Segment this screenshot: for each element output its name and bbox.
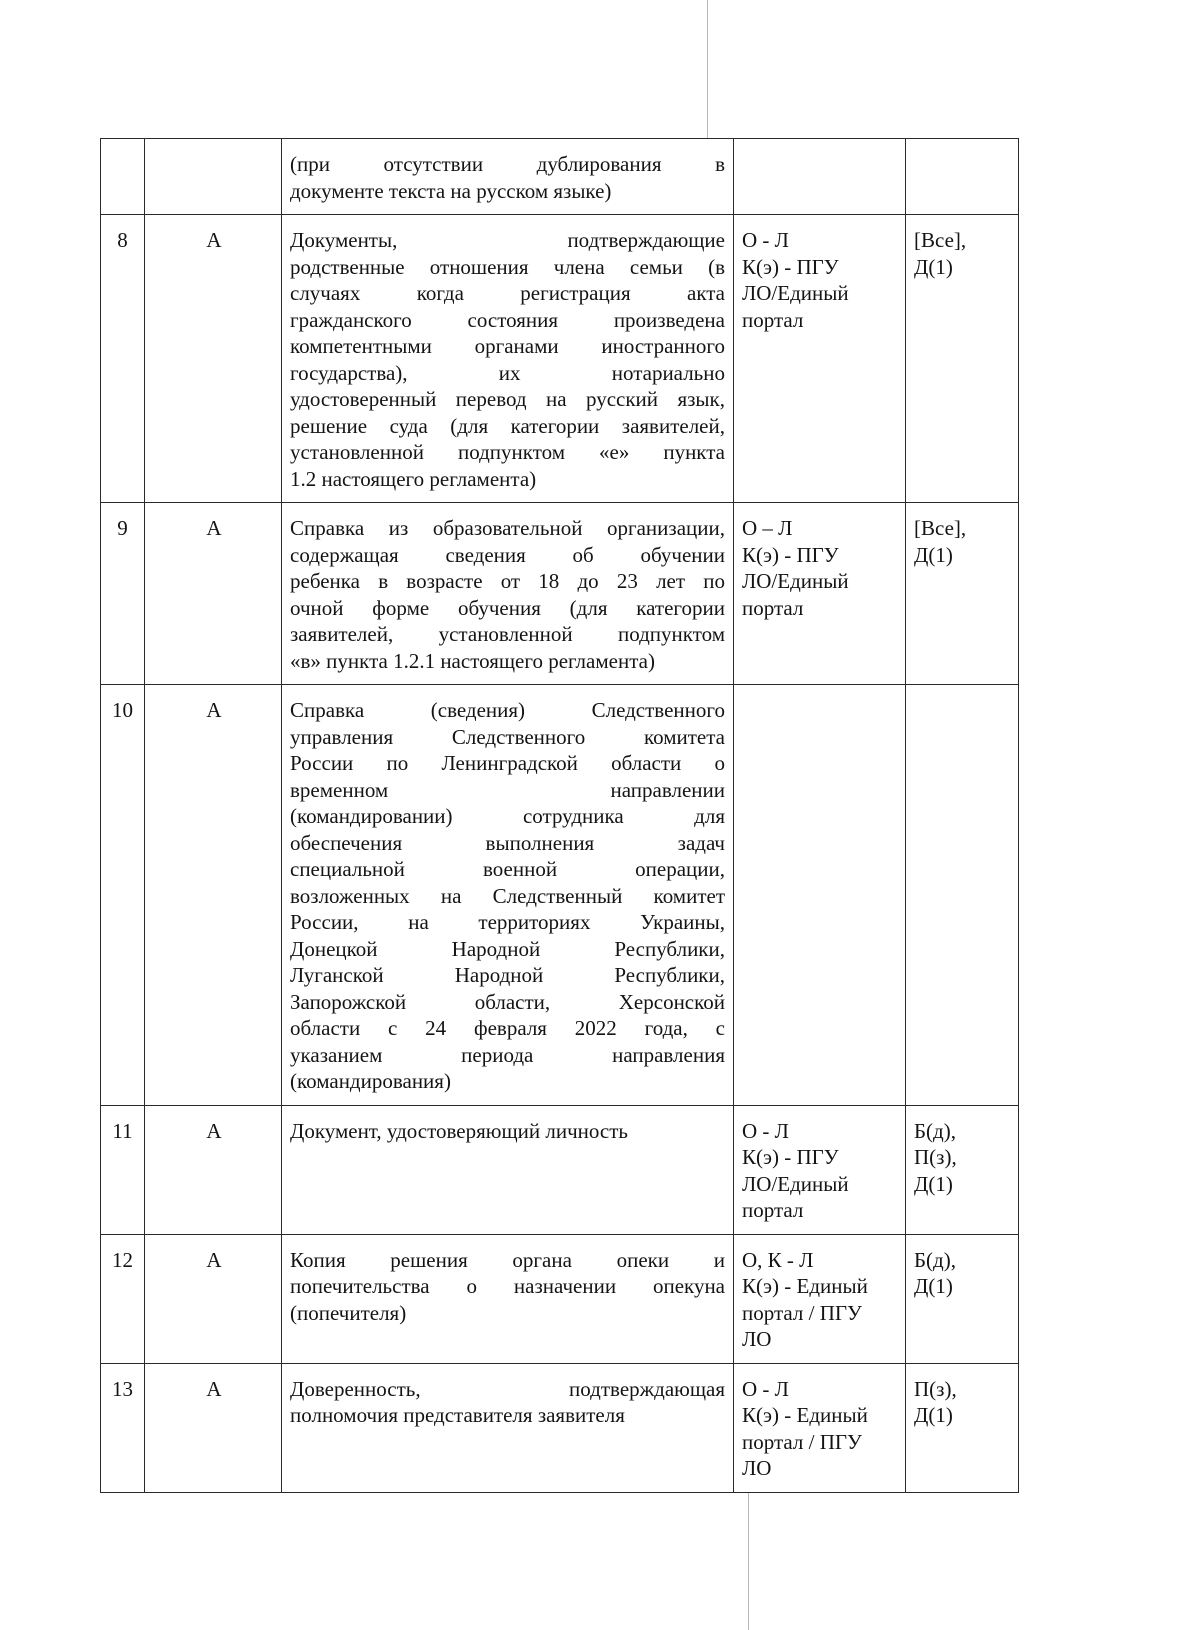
- description-line: (командировании) сотрудника для: [290, 804, 725, 828]
- table-row: [101, 215, 1019, 503]
- method-line: ЛО: [742, 1327, 772, 1351]
- code-line: П(з),: [914, 1145, 957, 1169]
- method-line: К(э) - ПГУ: [742, 1145, 839, 1169]
- method-line: О - Л: [742, 1376, 789, 1401]
- description-line: Справка (сведения) Следственного: [290, 698, 725, 722]
- method-line: портал / ПГУ: [742, 1300, 862, 1325]
- row-number: 11: [101, 1105, 145, 1234]
- table-row: [101, 1363, 1019, 1492]
- method-line: К(э) - ПГУ: [742, 254, 839, 279]
- row-number: 10: [101, 685, 145, 1106]
- method-line: ЛО/Единый: [742, 1171, 849, 1196]
- description-line: (при отсутствии дублирования в: [290, 152, 725, 176]
- code-line: Д(1): [914, 1171, 953, 1196]
- submission-method: [734, 1105, 906, 1234]
- description-line: возложенных на Следственный комитет: [290, 883, 725, 908]
- description-line: Документы, подтверждающие: [290, 228, 725, 252]
- description-line: очной форме обучения (для категории: [290, 595, 725, 620]
- documents-table: [100, 138, 1019, 1493]
- description-line: полномочия представителя заявителя: [290, 1403, 625, 1427]
- description-line: области с 24 февраля 2022 года, с: [290, 1016, 725, 1040]
- code-line: Д(1): [914, 1274, 953, 1298]
- description-line: специальной военной операции,: [290, 857, 725, 881]
- description-line: Копия решения органа опеки и: [290, 1247, 725, 1272]
- document-code: [906, 503, 1019, 685]
- method-line: портал / ПГУ: [742, 1429, 862, 1454]
- description-line: случаях когда регистрация акта: [290, 281, 725, 305]
- description-line: России, на территориях Украины,: [290, 910, 725, 934]
- description-line: Документ, удостоверяющий личность: [290, 1118, 628, 1143]
- description-line: Луганской Народной Республики,: [290, 963, 725, 987]
- row-category: А: [145, 503, 282, 685]
- row-number: 12: [101, 1234, 145, 1363]
- description-line: Справка из образовательной организации,: [290, 516, 725, 540]
- description-line: содержащая сведения об обучении: [290, 542, 725, 567]
- document-code: [906, 139, 1019, 215]
- description-line: (попечителя): [290, 1300, 407, 1325]
- submission-method: [734, 139, 906, 215]
- scan-artifact-line: [748, 1492, 749, 1630]
- document-description: [282, 139, 734, 215]
- method-line: ЛО/Единый: [742, 281, 849, 305]
- submission-method: [734, 1363, 906, 1492]
- method-line: К(э) - Единый: [742, 1403, 868, 1427]
- row-category: А: [145, 685, 282, 1106]
- description-line: компетентными органами иностранного: [290, 334, 725, 358]
- description-line: удостоверенный перевод на русский язык,: [290, 387, 725, 411]
- row-category: А: [145, 1234, 282, 1363]
- scan-artifact-line: [707, 0, 708, 138]
- document-description: [282, 1105, 734, 1234]
- method-line: ЛО/Единый: [742, 569, 849, 593]
- table-row: [101, 685, 1019, 1106]
- row-number: [101, 139, 145, 215]
- description-line: родственные отношения члена семьи (в: [290, 254, 725, 279]
- description-line: ребенка в возрасте от 18 до 23 лет по: [290, 569, 725, 593]
- description-line: (командирования): [290, 1069, 451, 1093]
- code-line: Д(1): [914, 542, 953, 567]
- description-line: обеспечения выполнения задач: [290, 830, 725, 855]
- row-category: А: [145, 1105, 282, 1234]
- method-line: О – Л: [742, 516, 793, 540]
- document-code: [906, 215, 1019, 503]
- description-line: попечительства о назначении опекуна: [290, 1274, 725, 1298]
- method-line: О - Л: [742, 1118, 789, 1143]
- row-number: 8: [101, 215, 145, 503]
- document-description: [282, 685, 734, 1106]
- document-description: [282, 1234, 734, 1363]
- method-line: портал: [742, 307, 804, 332]
- description-line: указанием периода направления: [290, 1042, 725, 1067]
- code-line: Б(д),: [914, 1247, 956, 1272]
- description-line: временном направлении: [290, 777, 725, 802]
- description-line: гражданского состояния произведена: [290, 307, 725, 332]
- description-line: установленной подпунктом «е» пункта: [290, 440, 725, 464]
- code-line: Д(1): [914, 1403, 953, 1427]
- description-line: Доверенность, подтверждающая: [290, 1376, 725, 1401]
- description-line: Донецкой Народной Республики,: [290, 936, 725, 961]
- code-line: [Все],: [914, 228, 967, 252]
- table-row: [101, 1234, 1019, 1363]
- row-number: 13: [101, 1363, 145, 1492]
- method-line: О - Л: [742, 228, 789, 252]
- submission-method: [734, 503, 906, 685]
- method-line: К(э) - ПГУ: [742, 542, 839, 567]
- submission-method: [734, 685, 906, 1106]
- description-line: 1.2 настоящего регламента): [290, 466, 537, 491]
- code-line: Д(1): [914, 254, 953, 279]
- code-line: П(з),: [914, 1376, 957, 1401]
- submission-method: [734, 215, 906, 503]
- description-line: заявителей, установленной подпунктом: [290, 622, 725, 646]
- row-category: [145, 139, 282, 215]
- description-line: государства), их нотариально: [290, 360, 725, 385]
- document-code: [906, 1234, 1019, 1363]
- description-line: управления Следственного комитета: [290, 724, 725, 749]
- description-line: России по Ленинградской области о: [290, 751, 725, 775]
- method-line: портал: [742, 1198, 804, 1222]
- table-row: [101, 139, 1019, 215]
- method-line: ЛО: [742, 1456, 772, 1480]
- method-line: К(э) - Единый: [742, 1274, 868, 1298]
- description-line: решение суда (для категории заявителей,: [290, 413, 725, 438]
- table-row: [101, 1105, 1019, 1234]
- row-category: А: [145, 215, 282, 503]
- table-row: [101, 503, 1019, 685]
- description-line: Запорожской области, Херсонской: [290, 989, 725, 1014]
- description-line: «в» пункта 1.2.1 настоящего регламента): [290, 648, 655, 673]
- document-code: [906, 1363, 1019, 1492]
- document-description: [282, 215, 734, 503]
- method-line: портал: [742, 595, 804, 620]
- documents-table-body: [101, 139, 1019, 1493]
- document-description: [282, 1363, 734, 1492]
- code-line: Б(д),: [914, 1118, 956, 1143]
- submission-method: [734, 1234, 906, 1363]
- row-number: 9: [101, 503, 145, 685]
- document-code: [906, 685, 1019, 1106]
- document-description: [282, 503, 734, 685]
- document-code: [906, 1105, 1019, 1234]
- description-line: документе текста на русском языке): [290, 178, 612, 203]
- method-line: О, К - Л: [742, 1247, 814, 1272]
- code-line: [Все],: [914, 516, 967, 540]
- row-category: А: [145, 1363, 282, 1492]
